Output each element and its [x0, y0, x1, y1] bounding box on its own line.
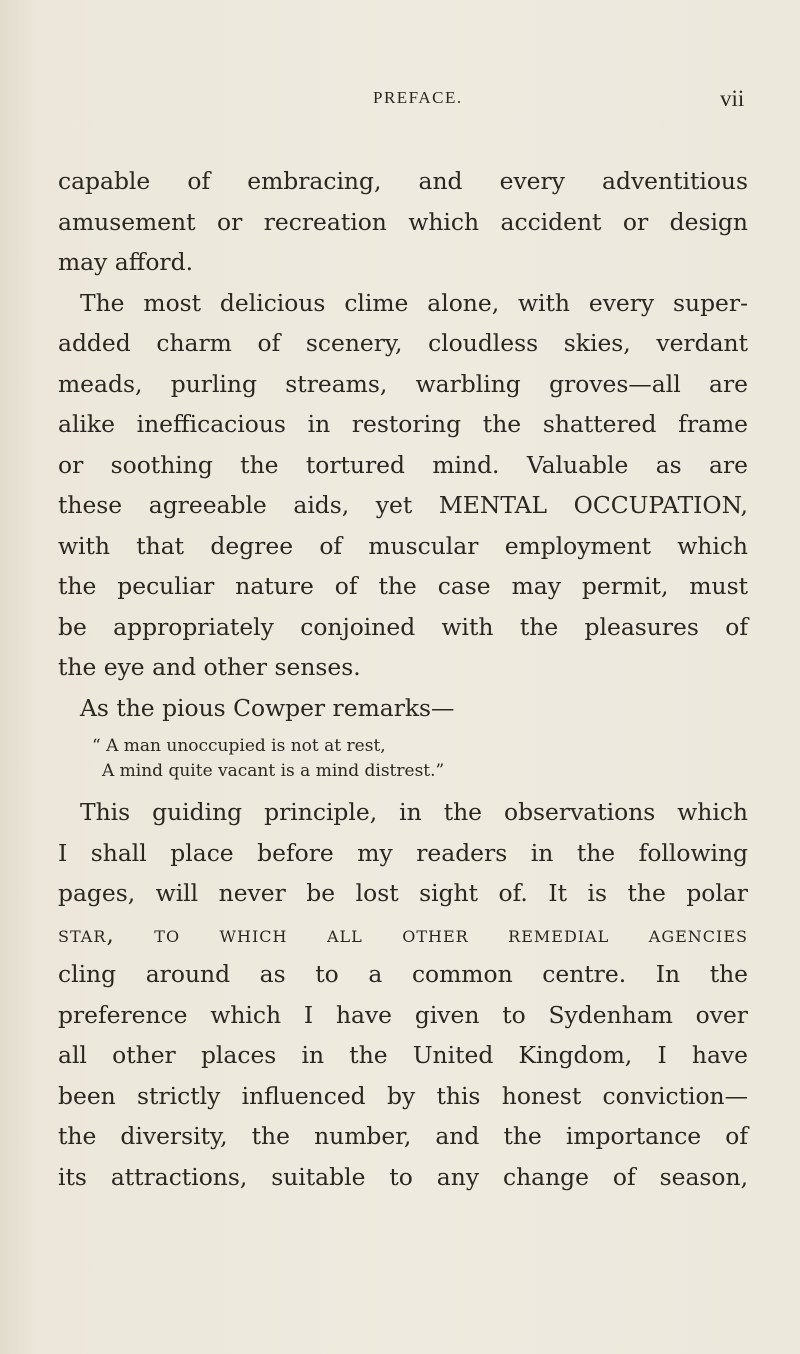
text-line: cling around as to a common centre. In the: [58, 960, 748, 988]
text-line: preference which I have given to Sydenham over: [58, 1000, 748, 1029]
text-line: This guiding principle, in the observations which: [80, 798, 748, 826]
text-line: with that degree of muscular employment which: [58, 531, 748, 560]
text-line: alike inefficacious in restoring the shattered frame: [58, 410, 748, 438]
text-line: the eye and other senses.: [58, 653, 361, 681]
text-line: the diversity, the number, and the importance of: [58, 1122, 748, 1150]
text-line: these agreeable aids, yet MENTAL OCCUPATION,: [58, 491, 748, 519]
text-line: added charm of scenery, cloudless skies, verdant: [58, 329, 748, 357]
body-text: [58, 161, 748, 1197]
text-line: meads, purling streams, warbling groves—all are: [58, 369, 748, 398]
text-line: amusement or recreation which accident or design: [58, 207, 748, 236]
page-number: vii: [720, 86, 745, 111]
verse-line: A mind quite vacant is a mind distrest.”: [102, 761, 445, 781]
text-line: star, to which all other remedial agencies: [58, 919, 748, 948]
running-head: PREFACE.: [373, 88, 463, 107]
text-line: be appropriately conjoined with the pleasures of: [58, 612, 748, 641]
page-header: [0, 86, 800, 116]
verse-quotation: [58, 728, 748, 792]
text-line: its attractions, suitable to any change of season,: [58, 1162, 748, 1191]
text-line: may afford.: [58, 248, 194, 276]
text-line: As the pious Cowper remarks—: [80, 693, 455, 722]
text-line: or soothing the tortured mind. Valuable as are: [58, 450, 748, 479]
text-line: I shall place before my readers in the following: [58, 838, 748, 867]
verse-line: “ A man unoccupied is not at rest,: [92, 736, 386, 756]
text-line: capable of embracing, and every adventitious: [58, 167, 748, 195]
text-line: pages, will never be lost sight of. It is the polar: [58, 879, 748, 907]
text-line: the peculiar nature of the case may permit, must: [58, 572, 748, 600]
text-line: The most delicious clime alone, with every super-: [80, 288, 748, 317]
text-line: all other places in the United Kingdom, I have: [58, 1041, 748, 1069]
text-line: been strictly influenced by this honest conviction—: [58, 1081, 748, 1110]
